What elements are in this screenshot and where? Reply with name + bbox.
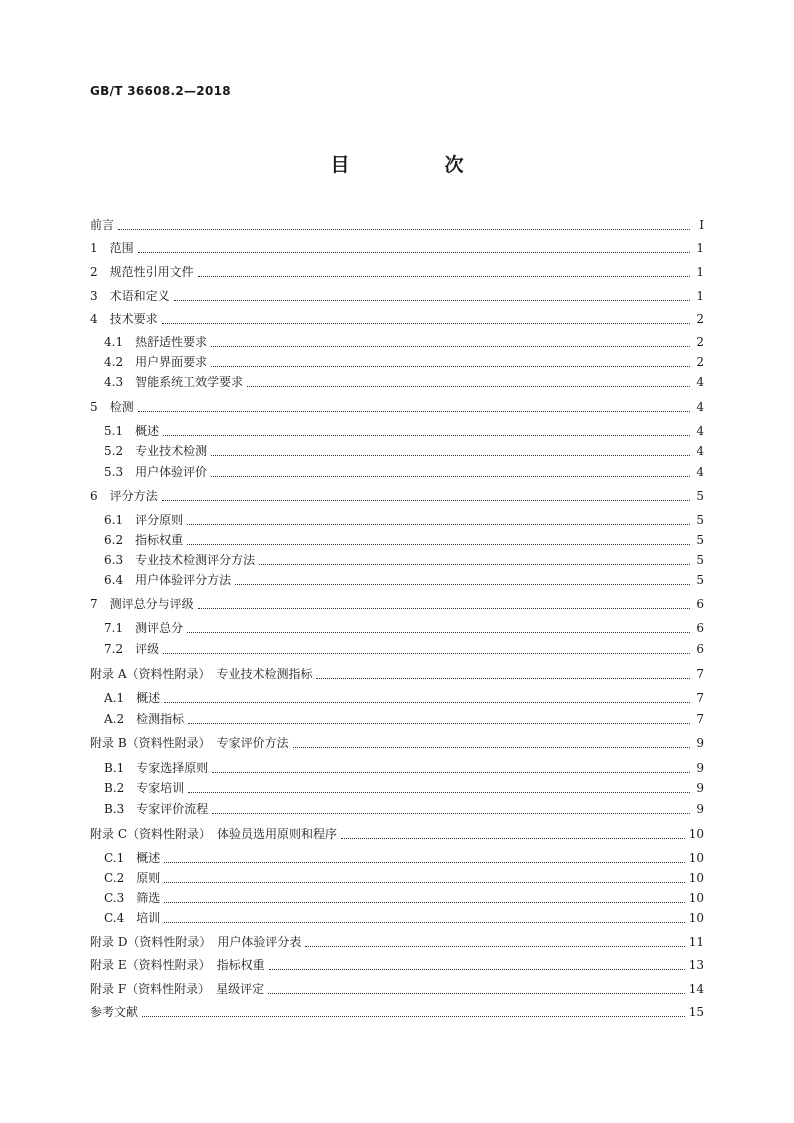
toc-entry-label: 6.2 指标权重 [104, 533, 184, 547]
toc-leader-dots [211, 454, 690, 456]
toc-entry-label: 附录 E（资料性附录） 指标权重 [90, 958, 265, 972]
toc-entry-page: 10 [688, 891, 704, 905]
toc-entry-label: 2 规范性引用文件 [90, 265, 194, 279]
toc-leader-dots [164, 921, 685, 923]
toc-leader-dots [162, 499, 690, 501]
toc-entry[interactable] [90, 824, 704, 842]
toc-leader-dots [164, 881, 685, 883]
toc-entry[interactable] [90, 664, 704, 682]
toc-entry[interactable] [90, 441, 704, 459]
toc-leader-dots [341, 837, 685, 839]
toc-entry-label: 4.2 用户界面要求 [104, 355, 208, 369]
toc-entry[interactable] [90, 570, 704, 588]
toc-entry[interactable] [90, 618, 704, 636]
toc-entry[interactable] [90, 594, 704, 612]
toc-leader-dots [138, 410, 690, 412]
toc-entry-page: 6 [696, 642, 704, 656]
toc-entry-page: 5 [696, 573, 704, 587]
toc-entry[interactable] [90, 486, 704, 504]
toc-entry-label: 7 测评总分与评级 [90, 597, 194, 611]
toc-entry[interactable] [90, 778, 704, 796]
toc-entry[interactable] [90, 955, 704, 973]
toc-entry[interactable] [90, 979, 704, 997]
toc-entry-page: 2 [696, 312, 704, 326]
toc-entry-label: 4.3 智能系统工效学要求 [104, 375, 244, 389]
toc-entry-page: 4 [696, 444, 704, 458]
toc-entry-label: 6.1 评分原则 [104, 513, 184, 527]
toc-entry-label: B.1 专家选择原则 [104, 761, 209, 775]
toc-entry-label: B.3 专家评价流程 [104, 802, 209, 816]
toc-entry-label: 7.2 评级 [104, 642, 160, 656]
toc-leader-dots [211, 365, 690, 367]
toc-entry-label: 6 评分方法 [90, 489, 158, 503]
toc-leader-dots [268, 992, 685, 994]
toc-leader-dots [142, 1015, 685, 1017]
toc-entry-page: 11 [688, 935, 704, 949]
toc-entry[interactable] [90, 848, 704, 866]
toc-leader-dots [162, 322, 690, 324]
toc-leader-dots [174, 299, 690, 301]
toc-entry[interactable] [90, 397, 704, 415]
toc-entry-label: C.1 概述 [104, 851, 161, 865]
toc-entry-page: 10 [688, 871, 704, 885]
toc-entry[interactable] [90, 215, 704, 233]
toc-entry-page: 2 [696, 355, 704, 369]
toc-entry-label: A.2 检测指标 [104, 712, 185, 726]
toc-entry[interactable] [90, 421, 704, 439]
toc-entry[interactable] [90, 688, 704, 706]
toc-leader-dots [188, 791, 690, 793]
toc-entry-page: 4 [696, 375, 704, 389]
page-title: 目 次 [330, 154, 502, 176]
toc-leader-dots [293, 746, 690, 748]
toc-entry[interactable] [90, 908, 704, 926]
toc-leader-dots [163, 434, 690, 436]
toc-entry-page: 7 [696, 667, 704, 681]
toc-entry-page: 5 [696, 489, 704, 503]
toc-entry-label: 5.2 专业技术检测 [104, 444, 208, 458]
toc-entry-page: 14 [688, 982, 704, 996]
toc-leader-dots [163, 652, 690, 654]
toc-entry-label: 4.1 热舒适性要求 [104, 335, 208, 349]
toc-entry[interactable] [90, 868, 704, 886]
toc-entry-page: 9 [696, 781, 704, 795]
toc-entry[interactable] [90, 639, 704, 657]
toc-leader-dots [247, 385, 690, 387]
toc-entry[interactable] [90, 733, 704, 751]
toc-entry[interactable] [90, 510, 704, 528]
toc-entry-label: A.1 概述 [104, 691, 161, 705]
toc-leader-dots [305, 945, 684, 947]
toc-entry[interactable] [90, 709, 704, 727]
toc-entry-page: 1 [696, 265, 704, 279]
toc-entry-page: 13 [688, 958, 704, 972]
toc-entry-page: 15 [688, 1005, 704, 1019]
toc-entry-label: 6.4 用户体验评分方法 [104, 573, 232, 587]
toc-leader-dots [164, 901, 685, 903]
toc-entry-label: 4 技术要求 [90, 312, 158, 326]
toc-entry-page: 7 [696, 691, 704, 705]
toc-entry[interactable] [90, 262, 704, 280]
toc-entry[interactable] [90, 799, 704, 817]
toc-leader-dots [316, 677, 690, 679]
toc-entry-page: 1 [696, 241, 704, 255]
toc-leader-dots [212, 771, 690, 773]
toc-entry-label: 附录 B（资料性附录） 专家评价方法 [90, 736, 289, 750]
toc-leader-dots [187, 523, 690, 525]
toc-leader-dots [235, 583, 690, 585]
toc-entry-label: 参考文献 [90, 1005, 139, 1019]
toc-leader-dots [211, 345, 690, 347]
toc-entry-page: 9 [696, 802, 704, 816]
toc-entry-page: I [699, 218, 704, 232]
toc-entry-page: 10 [688, 911, 704, 925]
toc-entry[interactable] [90, 352, 704, 370]
toc-entry-page: 2 [696, 335, 704, 349]
toc-entry[interactable] [90, 372, 704, 390]
toc-entry[interactable] [90, 1002, 704, 1020]
toc-entry-page: 1 [696, 289, 704, 303]
toc-entry-page: 5 [696, 553, 704, 567]
toc-entry-page: 10 [688, 827, 704, 841]
standard-code: GB/T 36608.2—2018 [90, 84, 231, 98]
toc-leader-dots [269, 968, 685, 970]
toc-entry[interactable] [90, 550, 704, 568]
toc-entry-label: 附录 D（资料性附录） 用户体验评分表 [90, 935, 302, 949]
toc-leader-dots [164, 861, 685, 863]
toc-entry-label: 3 术语和定义 [90, 289, 170, 303]
toc-entry-label: 附录 A（资料性附录） 专业技术检测指标 [90, 667, 313, 681]
toc-entry-label: 附录 C（资料性附录） 体验员选用原则和程序 [90, 827, 337, 841]
toc-entry[interactable] [90, 758, 704, 776]
toc-entry[interactable] [90, 238, 704, 256]
toc-entry-label: 5.1 概述 [104, 424, 160, 438]
toc-entry-label: C.2 原则 [104, 871, 161, 885]
toc-entry[interactable] [90, 530, 704, 548]
toc-entry-label: 1 范围 [90, 241, 134, 255]
toc-leader-dots [198, 275, 690, 277]
toc-leader-dots [198, 607, 690, 609]
toc-entry-page: 4 [696, 465, 704, 479]
toc-entry-page: 4 [696, 424, 704, 438]
toc-entry[interactable] [90, 888, 704, 906]
toc-entry-label: B.2 专家培训 [104, 781, 185, 795]
toc-entry-label: C.4 培训 [104, 911, 161, 925]
toc-entry-page: 4 [696, 400, 704, 414]
toc-entry[interactable] [90, 309, 704, 327]
toc-entry-label: 6.3 专业技术检测评分方法 [104, 553, 256, 567]
toc-entry-label: C.3 筛选 [104, 891, 161, 905]
toc-entry-page: 6 [696, 621, 704, 635]
toc-leader-dots [187, 631, 690, 633]
toc-entry-label: 7.1 测评总分 [104, 621, 184, 635]
toc-entry[interactable] [90, 462, 704, 480]
toc-leader-dots [118, 228, 690, 230]
toc-leader-dots [138, 251, 690, 253]
toc-entry-label: 5 检测 [90, 400, 134, 414]
toc-leader-dots [211, 475, 690, 477]
toc-entry-page: 9 [696, 761, 704, 775]
toc-entry[interactable] [90, 286, 704, 304]
toc-entry[interactable] [90, 332, 704, 350]
toc-leader-dots [188, 722, 690, 724]
toc-entry[interactable] [90, 932, 704, 950]
toc-leader-dots [164, 701, 690, 703]
toc-entry-page: 7 [696, 712, 704, 726]
toc-entry-page: 5 [696, 513, 704, 527]
toc-entry-page: 5 [696, 533, 704, 547]
toc-leader-dots [212, 812, 690, 814]
toc-entry-page: 9 [696, 736, 704, 750]
toc-entry-page: 10 [688, 851, 704, 865]
toc-entry-label: 前言 [90, 218, 115, 232]
toc-leader-dots [187, 543, 690, 545]
toc-entry-label: 附录 F（资料性附录） 星级评定 [90, 982, 265, 996]
toc-entry-page: 6 [696, 597, 704, 611]
toc-entry-label: 5.3 用户体验评价 [104, 465, 208, 479]
toc-leader-dots [259, 563, 690, 565]
